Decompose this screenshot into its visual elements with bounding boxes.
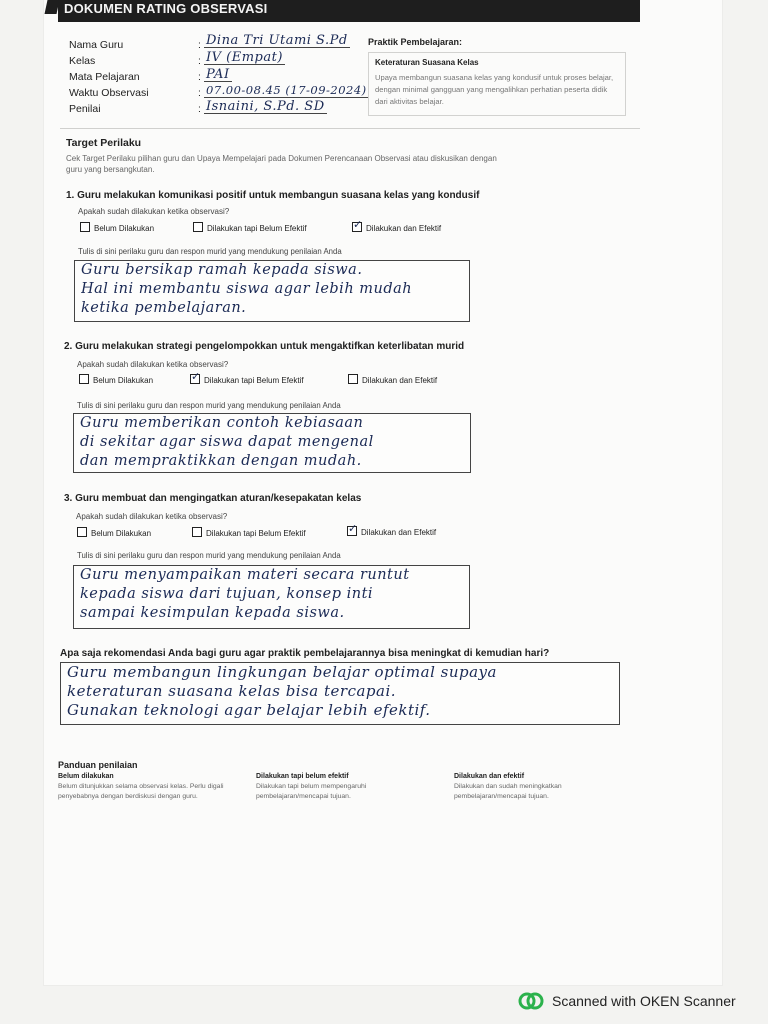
q1-option-belum-efektif[interactable]: Dilakukan tapi Belum Efektif	[193, 222, 307, 233]
q2-option-belum-dilakukan[interactable]: Belum Dilakukan	[79, 374, 153, 385]
q1-answer-box[interactable]	[74, 260, 470, 322]
colon: :	[198, 87, 201, 99]
question-1-prompt: Apakah sudah dilakukan ketika observasi?	[78, 207, 230, 216]
guide-column-efektif	[454, 773, 604, 801]
q1-option-efektif[interactable]: ✓ Dilakukan dan Efektif	[352, 222, 441, 233]
info-label-waktu-observasi: Waktu Observasi	[69, 87, 149, 99]
q3-answer-box[interactable]	[73, 565, 470, 629]
checked-checkbox-icon[interactable]	[190, 374, 200, 384]
checked-checkbox-icon[interactable]	[352, 222, 362, 232]
answer-line: Guru bersikap ramah kepada siswa.	[81, 262, 363, 278]
info-label-penilai: Penilai	[69, 103, 101, 115]
guide-title: Panduan penilaian	[58, 760, 138, 770]
info-label-mata-pelajaran: Mata Pelajaran	[69, 71, 140, 83]
answer-line: Gunakan teknologi agar belajar lebih efektif.	[67, 701, 431, 719]
practice-description: Upaya membangun suasana kelas yang kondusif untuk proses belajar, dengan minimal gangguan yang mengalihkan perhatian peserta didik dari aktivitas belajar.	[375, 73, 614, 106]
guide-text: Dilakukan dan sudah meningkatkan pembelajaran/mencapai tujuan.	[454, 783, 562, 800]
answer-line: Hal ini membantu siswa agar lebih mudah	[81, 281, 413, 297]
guide-column-belum-dilakukan	[58, 773, 233, 801]
checkbox-icon[interactable]	[80, 222, 90, 232]
info-label-nama-guru: Nama Guru	[69, 39, 124, 51]
divider	[60, 128, 640, 129]
answer-line: Guru memberikan contoh kebiasaan	[80, 415, 364, 431]
guide-text: Belum ditunjukkan selama observasi kelas. Perlu digali penyebabnya dengan berdiskusi dengan guru.	[58, 783, 224, 800]
info-value-mata-pelajaran: PAI	[206, 67, 230, 82]
info-value-nama-guru: Dina Tri Utami S.Pd	[206, 33, 348, 48]
oken-scanner-logo-icon	[518, 992, 544, 1010]
scanner-watermark	[518, 992, 736, 1010]
question-1-title: 1. Guru melakukan komunikasi positif untuk membangun suasana kelas yang kondusif	[66, 190, 480, 201]
question-2-title: 2. Guru melakukan strategi pengelompokkan untuk mengaktifkan keterlibatan murid	[64, 341, 465, 352]
checkbox-icon[interactable]	[193, 222, 203, 232]
info-value-kelas: IV (Empat)	[206, 50, 283, 65]
watermark-text: Scanned with OKEN Scanner	[552, 993, 736, 1009]
guide-text: Dilakukan tapi belum mempengaruhi pembelajaran/mencapai tujuan.	[256, 783, 367, 800]
info-value-penilai: Isnaini, S.Pd. SD	[206, 99, 325, 114]
recommendation-question: Apa saja rekomendasi Anda bagi guru agar praktik pembelajarannya bisa meningkat di kemudian hari?	[60, 648, 550, 659]
checkbox-icon[interactable]	[77, 527, 87, 537]
info-label-kelas: Kelas	[69, 55, 96, 67]
practice-box	[368, 52, 626, 116]
q1-option-belum-dilakukan[interactable]: Belum Dilakukan	[80, 222, 154, 233]
guide-heading: Dilakukan tapi belum efektif	[256, 773, 349, 780]
q2-answer-box[interactable]	[73, 413, 471, 473]
answer-line: Guru menyampaikan materi secara runtut	[80, 567, 410, 583]
guide-heading: Dilakukan dan efektif	[454, 773, 525, 780]
colon: :	[198, 55, 201, 67]
guide-heading: Belum dilakukan	[58, 773, 114, 780]
answer-line: keteraturan suasana kelas bisa tercapai.	[67, 682, 397, 700]
q3-note-label: Tulis di sini perilaku guru dan respon murid yang mendukung penilaian Anda	[77, 551, 341, 560]
guide-column-belum-efektif	[256, 773, 406, 801]
question-3-title: 3. Guru membuat dan mengingatkan aturan/kesepakatan kelas	[64, 493, 362, 504]
checked-checkbox-icon[interactable]	[347, 526, 357, 536]
question-3-prompt: Apakah sudah dilakukan ketika observasi?	[76, 512, 228, 521]
checkbox-icon[interactable]	[79, 374, 89, 384]
q1-note-label: Tulis di sini perilaku guru dan respon murid yang mendukung penilaian Anda	[78, 247, 342, 256]
document-title: DOKUMEN RATING OBSERVASI	[58, 0, 640, 22]
colon: :	[198, 71, 201, 83]
answer-line: kepada siswa dari tujuan, konsep inti	[80, 586, 374, 602]
q3-option-belum-efektif[interactable]: Dilakukan tapi Belum Efektif	[192, 527, 306, 538]
target-title: Target Perilaku	[66, 137, 142, 149]
answer-line: Guru membangun lingkungan belajar optimal supaya	[67, 663, 497, 681]
colon: :	[198, 103, 201, 115]
question-2-prompt: Apakah sudah dilakukan ketika observasi?	[77, 360, 229, 369]
answer-line: ketika pembelajaran.	[81, 300, 247, 316]
answer-line: sampai kesimpulan kepada siswa.	[80, 605, 345, 621]
recommendation-answer-box[interactable]	[60, 662, 620, 725]
info-value-waktu-observasi: 07.00-08.45 (17-09-2024)	[206, 83, 367, 97]
q2-option-belum-efektif[interactable]: ✓ Dilakukan tapi Belum Efektif	[190, 374, 304, 385]
q3-option-belum-dilakukan[interactable]: Belum Dilakukan	[77, 527, 151, 538]
q3-option-efektif[interactable]: ✓ Dilakukan dan Efektif	[347, 526, 436, 537]
answer-line: di sekitar agar siswa dapat mengenal	[80, 434, 374, 450]
checkbox-icon[interactable]	[348, 374, 358, 384]
answer-line: dan mempraktikkan dengan mudah.	[80, 453, 362, 469]
q2-note-label: Tulis di sini perilaku guru dan respon murid yang mendukung penilaian Anda	[77, 401, 341, 410]
q2-option-efektif[interactable]: Dilakukan dan Efektif	[348, 374, 437, 385]
practice-title: Praktik Pembelajaran:	[368, 37, 463, 47]
practice-name: Keteraturan Suasana Kelas	[375, 58, 479, 67]
target-description: Cek Target Perilaku pilihan guru dan Upaya Mempelajari pada Dokumen Perencanaan Observasi atau diskusikan dengan guru yang bersangkutan.	[66, 154, 497, 174]
colon: :	[198, 39, 201, 51]
checkbox-icon[interactable]	[192, 527, 202, 537]
